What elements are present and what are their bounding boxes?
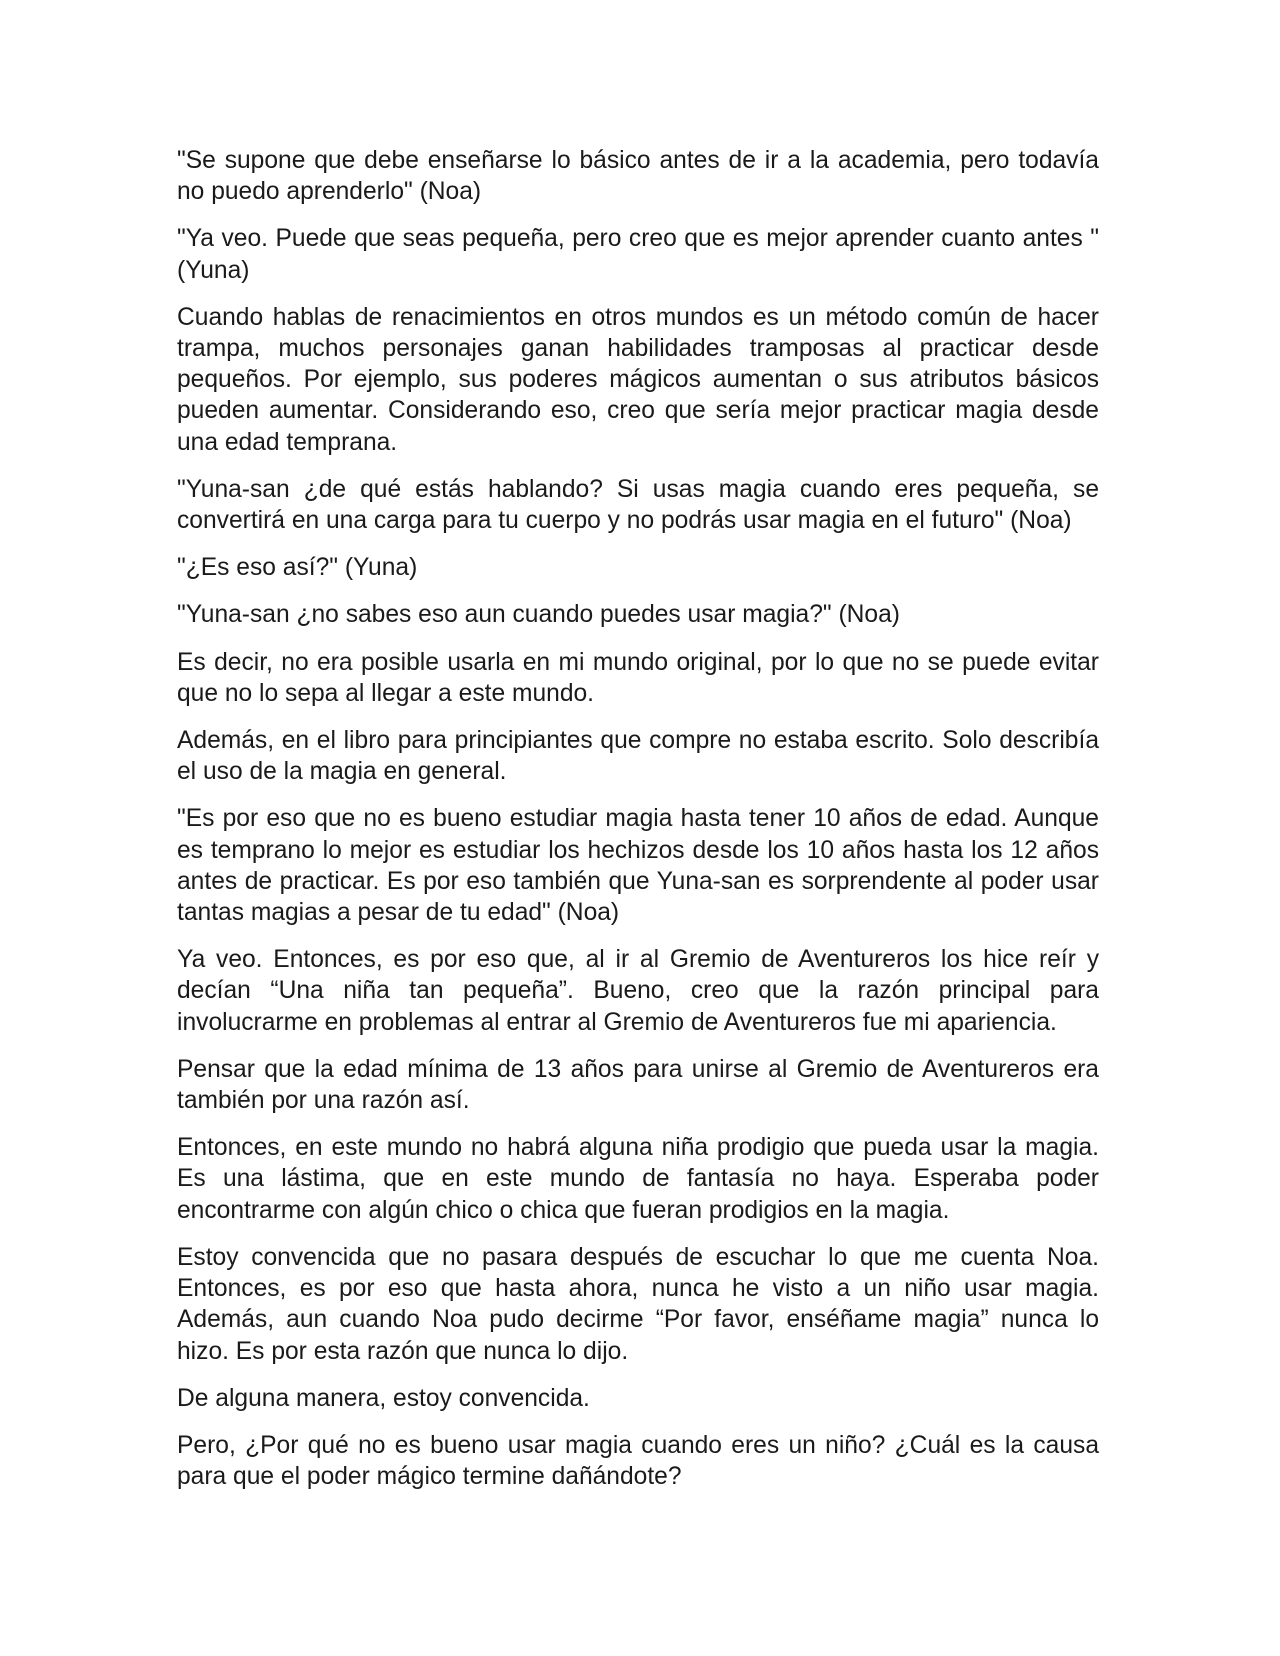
paragraph: "Yuna-san ¿de qué estás hablando? Si usas magia cuando eres pequeña, se convertirá en una carga para tu cuerpo y no podrás usar magia en el futuro" (Noa) xyxy=(177,475,1099,535)
paragraph: Cuando hablas de renacimientos en otros mundos es un método común de hacer trampa, muchos personajes ganan habilidades tramposas al practicar desde pequeños. Por ejemplo, sus poderes mágicos aumentan o sus atributos básicos pueden aumentar. Considerando eso, creo que sería mejor practicar magia desde una edad temprana. xyxy=(177,303,1099,456)
paragraph: Entonces, en este mundo no habrá alguna niña prodigio que pueda usar la magia. Es una lástima, que en este mundo de fantasía no haya. Esperaba poder encontrarme con algún chico o chica que fueran prodigios en la magia. xyxy=(177,1134,1099,1224)
paragraph: Es decir, no era posible usarla en mi mundo original, por lo que no se puede evitar que no lo sepa al llegar a este mundo. xyxy=(177,648,1099,707)
paragraph: "Es por eso que no es bueno estudiar magia hasta tener 10 años de edad. Aunque es temprano lo mejor es estudiar los hechizos desde los 10 años hasta los 12 años antes de practicar. Es por eso también que Yuna-san es sorprendente al poder usar tantas magias a pesar de tu edad" (Noa) xyxy=(177,805,1099,927)
paragraph: Ya veo. Entonces, es por eso que, al ir al Gremio de Aventureros los hice reír y decían “Una niña tan pequeña”. Bueno, creo que la razón principal para involucrarme en problemas al entrar al Gremio de Aventureros fue mi apariencia. xyxy=(177,946,1099,1036)
paragraph: Estoy convencida que no pasara después de escuchar lo que me cuenta Noa. Entonces, es por eso que hasta ahora, nunca he visto a un niño usar magia. Además, aun cuando Noa pudo decirme “Por favor, enséñame magia” nunca lo hizo. Es por esta razón que nunca lo dijo. xyxy=(177,1243,1099,1365)
paragraph: Pero, ¿Por qué no es bueno usar magia cuando eres un niño? ¿Cuál es la causa para que el poder mágico termine dañándote? xyxy=(177,1431,1099,1491)
paragraph: De alguna manera, estoy convencida. xyxy=(177,1384,590,1412)
paragraph: "Yuna-san ¿no sabes eso aun cuando puedes usar magia?" (Noa) xyxy=(177,601,900,629)
document-page xyxy=(177,145,1099,1508)
paragraph: Además, en el libro para principiantes que compre no estaba escrito. Solo describía el uso de la magia en general. xyxy=(177,727,1099,786)
paragraph: "Ya veo. Puede que seas pequeña, pero creo que es mejor aprender cuanto antes " (Yuna) xyxy=(177,225,1099,284)
paragraph: "¿Es eso así?" (Yuna) xyxy=(177,554,418,582)
paragraph: Pensar que la edad mínima de 13 años para unirse al Gremio de Aventureros era también por una razón así. xyxy=(177,1055,1099,1115)
paragraph: "Se supone que debe enseñarse lo básico antes de ir a la academia, pero todavía no puedo aprenderlo" (Noa) xyxy=(177,147,1099,206)
